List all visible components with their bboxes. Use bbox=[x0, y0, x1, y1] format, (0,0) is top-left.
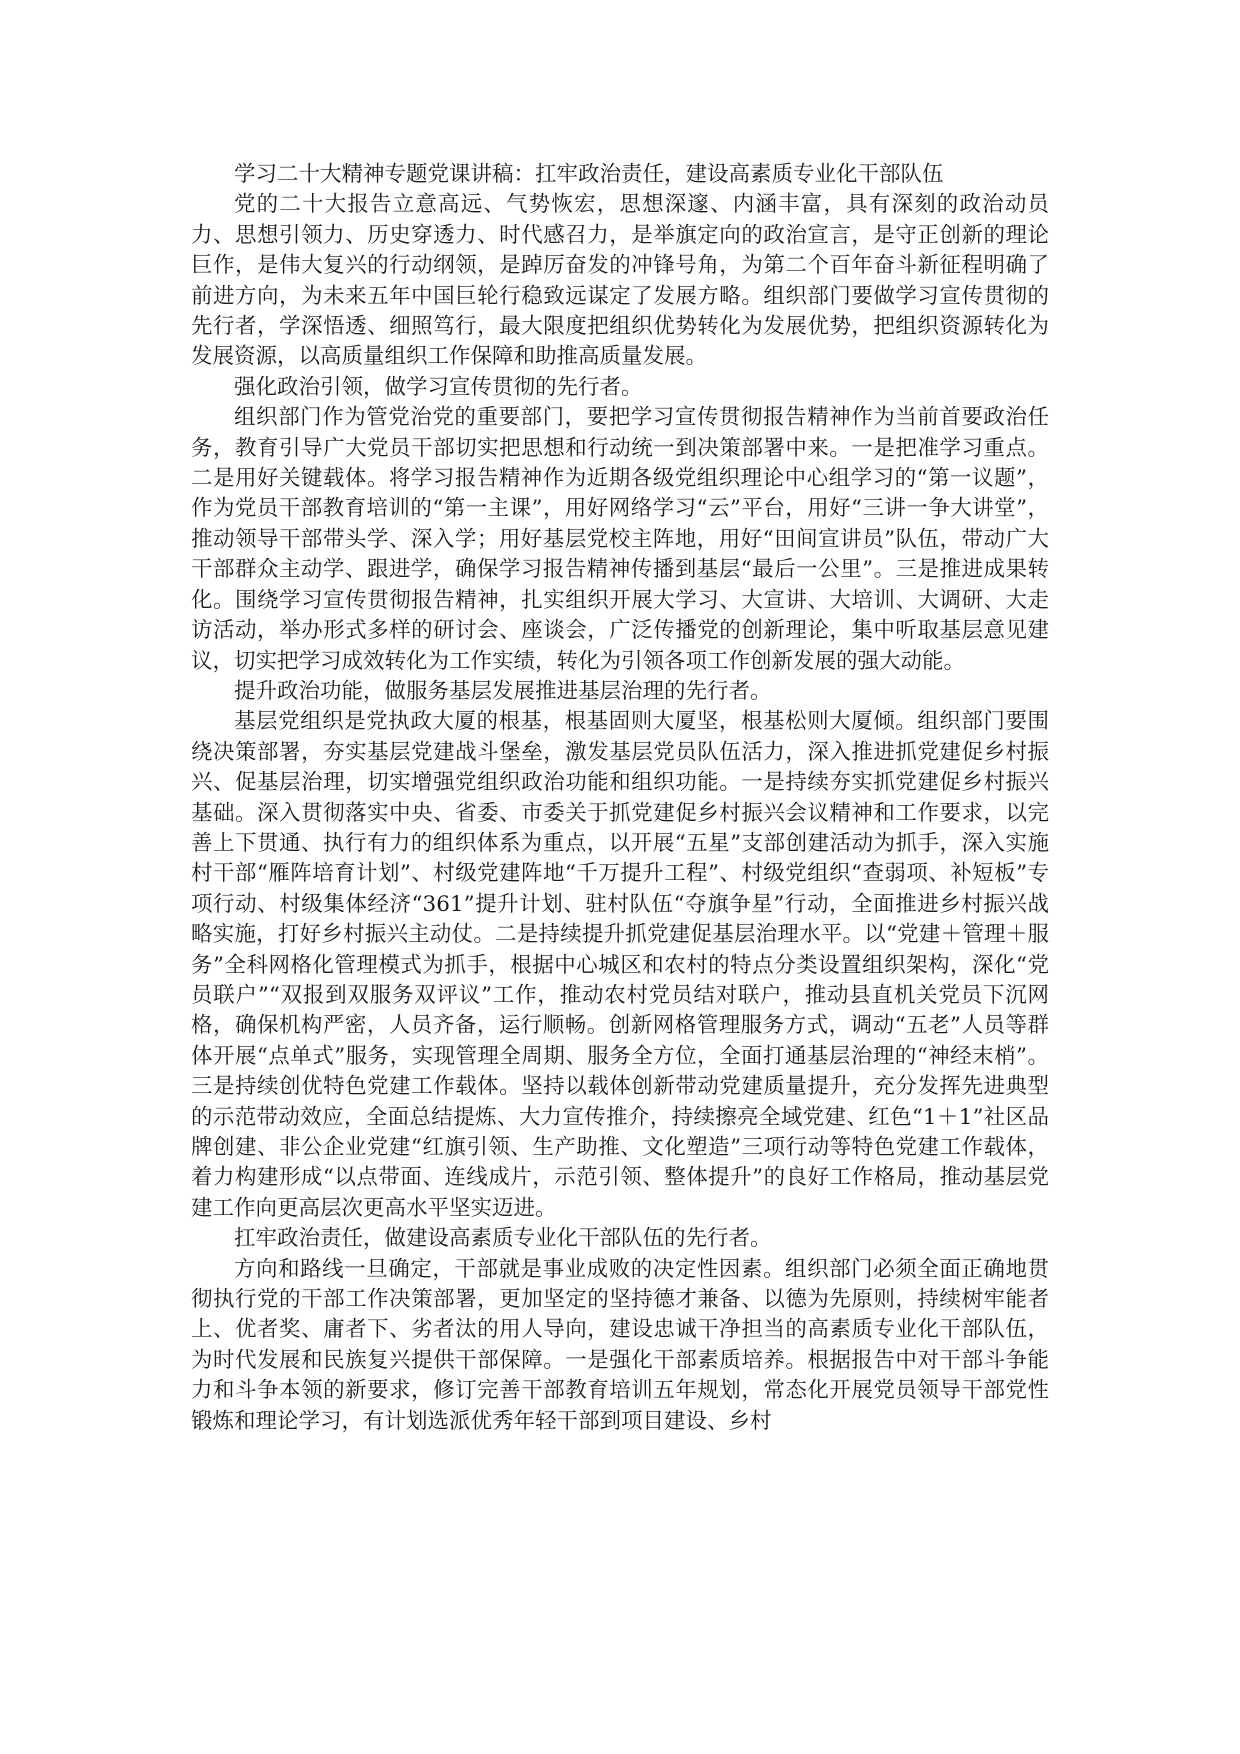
paragraph-section-1: 组织部门作为管党治党的重要部门，要把学习宣传贯彻报告精神作为当前首要政治任务，教育引导广大党员干部切实把思想和行动统一到决策部署中来。一是把准学习重点。二是用好关键载体。将学习报告精神作为近期各级党组织理论中心组学习的“第一议题”，作为党员干部教育培训的“第一主课”，用好网络学习“云”平台，用好“三讲一争大讲堂”，推动领导干部带头学、深入学；用好基层党校主阵地，用好“田间宣讲员”队伍，带动广大干部群众主动学、跟进学，确保学习报告精神传播到基层“最后一公里”。三是推进成果转化。围绕学习宣传贯彻报告精神，扎实组织开展大学习、大宣讲、大培训、大调研、大走访活动，举办形式多样的研讨会、座谈会，广泛传播党的创新理论，集中听取基层意见建议，切实把学习成效转化为工作实绩，转化为引领各项工作创新发展的强大动能。 bbox=[191, 405, 1049, 674]
section-heading-1: 强化政治引领，做学习宣传贯彻的先行者。 bbox=[234, 374, 643, 400]
section-heading-3: 扛牢政治责任，做建设高素质专业化干部队伍的先行者。 bbox=[234, 1226, 772, 1252]
paragraph-intro: 党的二十大报告立意高远、气势恢宏，思想深邃、内涵丰富，具有深刻的政治动员力、思想引领力、历史穿透力、时代感召力，是举旗定向的政治宣言，是守正创新的理论巨作，是伟大复兴的行动纲领，是踔厉奋发的冲锋号角，为第二个百年奋斗新征程明确了前进方向，为未来五年中国巨轮行稳致远谋定了发展方略。组织部门要做学习宣传贯彻的先行者，学深悟透、细照笃行，最大限度把组织优势转化为发展优势，把组织资源转化为发展资源，以高质量组织工作保障和助推高质量发展。 bbox=[191, 192, 1049, 370]
document-title: 学习二十大精神专题党课讲稿：扛牢政治责任，建设高素质专业化干部队伍 bbox=[234, 162, 944, 187]
paragraph-section-2: 基层党组织是党执政大厦的根基，根基固则大厦坚，根基松则大厦倾。组织部门要围绕决策部署，夯实基层党建战斗堡垒，激发基层党员队伍活力，深入推进抓党建促乡村振兴、促基层治理，切实增强党组织政治功能和组织功能。一是持续夯实抓党建促乡村振兴基础。深入贯彻落实中央、省委、市委关于抓党建促乡村振兴会议精神和工作要求，以完善上下贯通、执行有力的组织体系为重点，以开展“五星”支部创建活动为抓手，深入实施村干部“雁阵培育计划”、村级党建阵地“千万提升工程”、村级党组织“查弱项、补短板”专项行动、村级集体经济“361”提升计划、驻村队伍“夺旗争星”行动，全面推进乡村振兴战略实施，打好乡村振兴主动仗。二是持续提升抓党建促基层治理水平。以“党建＋管理＋服务”全科网格化管理模式为抓手，根据中心城区和农村的特点分类设置组织架构，深化“党员联户”“双报到双服务双评议”工作，推动农村党员结对联户，推动县直机关党员下沉网格，确保机构严密，人员齐备，运行顺畅。创新网格管理服务方式，调动“五老”人员等群体开展“点单式”服务，实现管理全周期、服务全方位，全面打通基层治理的“神经末梢”。三是持续创优特色党建工作载体。坚持以载体创新带动党建质量提升，充分发挥先进典型的示范带动效应，全面总结提炼、大力宣传推介，持续擦亮全域党建、红色“1＋1”社区品牌创建、非公企业党建“红旗引领、生产助推、文化塑造”三项行动等特色党建工作载体，着力构建形成“以点带面、连线成片，示范引领、整体提升”的良好工作格局，推动基层党建工作向更高层次更高水平坚实迈进。 bbox=[191, 709, 1049, 1221]
document-page bbox=[191, 160, 1049, 1437]
section-heading-2: 提升政治功能，做服务基层发展推进基层治理的先行者。 bbox=[234, 678, 772, 704]
paragraph-section-3: 方向和路线一旦确定，干部就是事业成败的决定性因素。组织部门必须全面正确地贯彻执行党的干部工作决策部署，更加坚定的坚持德才兼备、以德为先原则，持续树牢能者上、优者奖、庸者下、劣者汰的用人导向，建设忠诚干净担当的高素质专业化干部队伍，为时代发展和民族复兴提供干部保障。一是强化干部素质培养。根据报告中对干部斗争能力和斗争本领的新要求，修订完善干部教育培训五年规划，常态化开展党员领导干部党性锻炼和理论学习，有计划选派优秀年轻干部到项目建设、乡村 bbox=[191, 1256, 1049, 1434]
